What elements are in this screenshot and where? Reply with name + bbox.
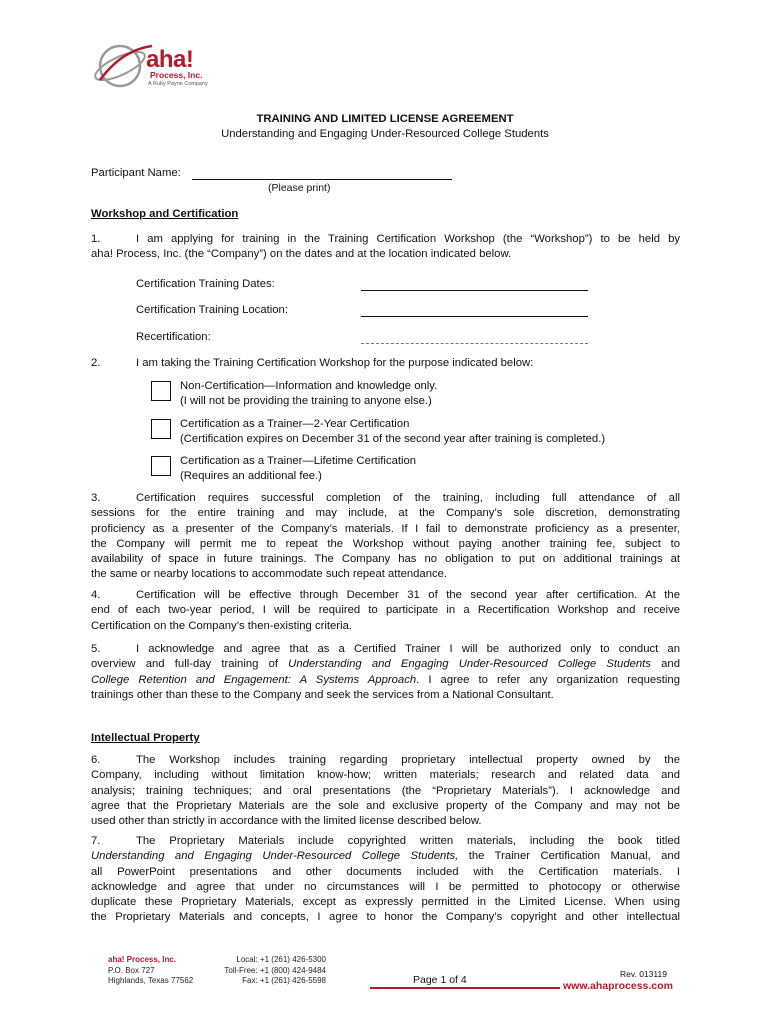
option-note: (I will not be providing the training to anyone else.) <box>180 395 432 407</box>
option-note: (Requires an additional fee.) <box>180 470 322 482</box>
field-label-location: Certification Training Location: <box>136 304 288 316</box>
paragraph-line: The Proprietary Materials include copyrighted written materials, including the book titled <box>136 835 680 847</box>
footer-address <box>108 955 193 987</box>
paragraph-6 <box>91 753 680 829</box>
section-heading-intellectual-property: Intellectual Property <box>91 732 200 744</box>
participant-label: Participant Name: <box>91 167 181 179</box>
paragraph-line <box>91 673 680 688</box>
participant-hint: (Please print) <box>268 182 331 194</box>
paragraph-line: Certification on the Company’s then-existing criteria. <box>91 619 352 632</box>
paragraph-line: I acknowledge and agree that as a Certified Trainer I will be authorized only to conduct an <box>136 643 680 655</box>
paragraph-line: The Workshop includes training regarding proprietary intellectual property owned by the <box>136 754 680 766</box>
paragraph-3 <box>91 491 680 583</box>
paragraph-line: Certification requires successful completion of the training, including full attendance of all <box>136 492 680 504</box>
paragraph-number: 4. <box>91 589 101 601</box>
section-heading-workshop: Workshop and Certification <box>91 208 239 220</box>
paragraph-2-text: I am taking the Training Certification Workshop for the purpose indicated below: <box>136 357 534 369</box>
footer-city: Highlands, Texas 77562 <box>108 976 194 985</box>
paragraph-7 <box>91 834 680 926</box>
paragraph-line: trainings other than these to the Company and seek the services from a National Consultant. <box>91 688 554 701</box>
paragraph-line: duplicate these Proprietary Materials, except as expressly permitted in the Limited License. When using <box>91 896 680 909</box>
revision-number: Rev. 013119 <box>620 969 667 979</box>
footer-local: Local: +1 (261) 426-5300 <box>236 955 326 964</box>
paragraph-line: end of each two-year period, I will be required to participate in a Recertification Workshop and receive <box>91 604 680 617</box>
footer-company: aha! Process, Inc. <box>108 955 177 964</box>
paragraph-number: 7. <box>91 835 101 847</box>
paragraph-line: acknowledge and agree that under no circumstances will I be permitted to photocopy or otherwise <box>91 880 680 893</box>
training-location-field[interactable] <box>361 303 588 317</box>
checkbox-non-certification[interactable] <box>151 381 171 401</box>
company-logo <box>92 40 208 94</box>
book-title: Understanding and Engaging Under-Resourced College Students <box>288 658 651 671</box>
field-label-dates: Certification Training Dates: <box>136 278 275 290</box>
paragraph-line: Company, including without limitation know-how; written materials; research and related data and <box>91 769 680 782</box>
participant-name-field[interactable] <box>192 166 452 180</box>
checkbox-lifetime-certification[interactable] <box>151 456 171 476</box>
paragraph-line: availability of space in future trainings. The Company has no obligation to put on additional trainings at <box>91 553 680 566</box>
checkbox-2-year-certification[interactable] <box>151 419 171 439</box>
paragraph-line: the Proprietary Materials and concepts, I agree to honor the Company’s copyright and other intellectual <box>91 911 680 924</box>
document-title: TRAINING AND LIMITED LICENSE AGREEMENT <box>256 113 514 125</box>
recertification-field[interactable] <box>361 330 588 344</box>
paragraph-number: 2. <box>91 357 101 369</box>
text-run: the Trainer Certification Manual, and <box>458 850 680 863</box>
website-link[interactable]: www.ahaprocess.com <box>563 980 673 992</box>
option-note: (Certification expires on December 31 of the second year after training is completed.) <box>180 433 606 445</box>
text-run: . I agree to refer any organization requesting <box>416 673 680 686</box>
logo-tagline: A Ruby Payne Company <box>148 81 208 87</box>
paragraph-line: used other than strictly in accordance with the limited license described below. <box>91 815 482 828</box>
footer-divider <box>370 987 560 989</box>
paragraph-line: Certification will be effective through December 31 of the second year after certification. At the <box>136 589 680 601</box>
paragraph-line: the Company will permit me to repeat the Workshop without paying another training fee, subject to <box>91 537 680 550</box>
document-subtitle: Understanding and Engaging Under-Resourced College Students <box>221 128 549 140</box>
paragraph-line: all PowerPoint presentations and other documents included with the Certification materials. I <box>91 865 680 878</box>
field-label-recert: Recertification: <box>136 331 211 343</box>
paragraph-1-line-1: I am applying for training in the Training Certification Workshop (the “Workshop”) to be held by <box>136 233 680 245</box>
paragraph-line: sessions for the entire training and may include, at the Company’s sole discretion, demonstrating <box>91 507 680 520</box>
option-label: Non-Certification—Information and knowledge only. <box>180 380 438 392</box>
paragraph-line: analysis; training techniques; and oral presentations (the “Proprietary Materials”). I acknowledge and <box>91 784 680 797</box>
paragraph-line: agree that the Proprietary Materials are the sole and exclusive property of the Company and may not be <box>91 799 680 812</box>
paragraph-number: 1. <box>91 233 101 245</box>
paragraph-line <box>91 657 680 672</box>
footer-fax: Fax: +1 (261) 426-5598 <box>242 976 326 985</box>
paragraph-number: 6. <box>91 754 101 766</box>
paragraph-line <box>91 849 680 864</box>
book-title: Understanding and Engaging Under-Resourced College Students, <box>91 850 459 863</box>
paragraph-line: the same or nearby locations to accommodate such repeat attendance. <box>91 568 448 581</box>
logo-brand: aha! <box>146 46 194 73</box>
paragraph-5 <box>91 642 680 703</box>
option-label: Certification as a Trainer—2-Year Certification <box>180 418 410 430</box>
footer-pobox: P.O. Box 727 <box>108 965 155 975</box>
page-number: Page 1 of 4 <box>413 974 467 986</box>
paragraph-line: proficiency as a presenter of the Company’s materials. If I fail to demonstrate proficiency as a presenter, <box>91 522 680 535</box>
training-dates-field[interactable] <box>361 277 588 291</box>
paragraph-number: 5. <box>91 643 101 655</box>
book-title: College Retention and Engagement: A Systems Approach <box>91 673 417 686</box>
paragraph-number: 3. <box>91 492 101 504</box>
text-run: and <box>650 658 680 671</box>
logo-sub: Process, Inc. <box>150 70 203 80</box>
paragraph-4 <box>91 588 680 634</box>
option-label: Certification as a Trainer—Lifetime Certification <box>180 455 417 467</box>
footer-tollfree: Toll-Free: +1 (800) 424-9484 <box>224 965 326 975</box>
text-run: overview and full-day training of <box>91 658 289 671</box>
paragraph-1-line-2: aha! Process, Inc. (the “Company”) on the dates and at the location indicated below. <box>91 248 512 260</box>
footer-phones <box>196 955 326 987</box>
